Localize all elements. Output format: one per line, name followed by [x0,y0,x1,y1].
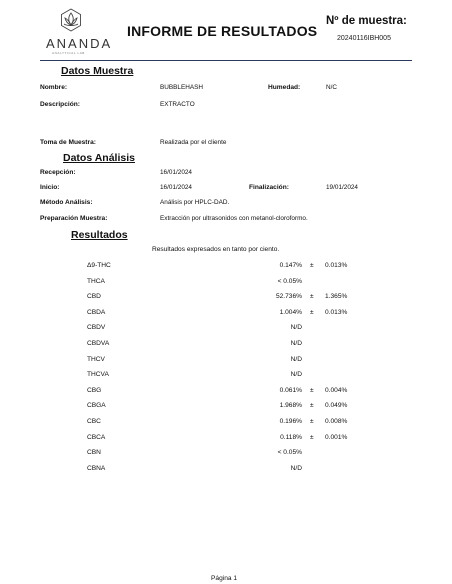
description-label: Descripción: [40,101,80,108]
end-value: 19/01/2024 [326,184,358,191]
plus-minus-sign: ± [310,418,314,425]
cannabinoid-name: THCV [87,355,105,363]
start-value: 16/01/2024 [160,184,192,191]
table-row [0,371,452,383]
plus-minus-sign: ± [310,433,314,441]
cannabinoid-uncertainty: 0.049% [325,402,348,410]
results-intro: Resultados expresados en tanto por ciento. [152,246,280,253]
cannabinoid-value: < 0.05% [277,277,302,285]
cannabinoid-value: 0.118% [280,433,302,441]
logo-tagline: ANALYTICAL LAB [52,51,85,55]
logo-name: ANANDA [46,36,113,51]
table-row [0,340,452,352]
sample-number: 20240116IBH005 [337,35,391,42]
table-row [0,293,452,305]
table-row [0,356,452,368]
sample-number-label: Nº de muestra: [326,15,407,27]
cannabinoid-name: CBDA [87,308,106,316]
table-row [0,402,452,414]
table-row [0,324,452,336]
cannabinoid-value: N/D [290,340,302,347]
cannabinoid-value: 0.147% [279,262,302,269]
table-row [0,309,452,321]
cannabinoid-name: CBG [87,386,102,394]
cannabinoid-name: THCA [87,277,105,285]
cannabinoid-uncertainty: 1.365% [325,293,348,301]
cannabinoid-uncertainty: 0.004% [325,386,348,394]
plus-minus-sign: ± [310,308,314,316]
start-label: Inicio: [40,184,60,191]
page-number: Página 1 [211,575,238,582]
sampling-label: Toma de Muestra: [40,139,96,146]
cannabinoid-value: N/D [290,464,302,472]
method-label: Método Análisis: [40,199,93,206]
prep-label: Preparación Muestra: [40,215,108,222]
sample-heading: Datos Muestra [61,65,134,77]
table-row [0,434,452,446]
end-label: Finalización: [249,184,289,191]
cannabinoid-value: 0.196% [279,418,302,425]
cannabinoid-value: < 0.05% [277,449,302,457]
cannabinoid-name: CBD [87,293,101,301]
cannabinoid-value: 0.061% [279,386,302,394]
results-heading: Resultados [71,229,128,241]
header-divider [40,60,412,61]
cannabinoid-uncertainty: 0.008% [325,418,348,425]
cannabinoid-name: CBCA [87,433,106,441]
table-row [0,278,452,290]
cannabinoid-value: 1.004% [279,308,302,316]
table-row [0,449,452,461]
plus-minus-sign: ± [310,293,314,301]
name-value: BUBBLEHASH [160,84,203,91]
cannabinoid-name: THCVA [87,371,109,379]
cannabinoid-uncertainty: 0.013% [325,308,348,316]
cannabinoid-value: 1.968% [279,402,302,410]
cannabinoid-name: CBNA [87,464,106,472]
cannabinoid-name: CBDVA [87,340,110,347]
cannabinoid-uncertainty: 0.001% [325,433,348,441]
name-label: Nombre: [40,84,68,91]
table-row [0,465,452,477]
cannabinoid-value: N/D [290,355,302,363]
cannabinoid-name: Δ9-THC [87,262,111,269]
humidity-value: N/C [326,84,338,91]
prep-value: Extracción por ultrasonidos con metanol-cloroformo. [160,215,308,222]
table-row [0,418,452,430]
description-value: EXTRACTO [160,101,195,108]
plus-minus-sign: ± [310,386,314,394]
table-row [0,262,452,274]
cannabinoid-uncertainty: 0.013% [325,262,348,269]
humidity-label: Humedad: [268,84,301,91]
cannabinoid-value: N/D [290,324,302,332]
report-title: INFORME DE RESULTADOS [127,23,318,39]
analysis-heading: Datos Análisis [63,152,135,164]
cannabinoid-value: 52.736% [275,293,302,301]
cannabinoid-name: CBGA [87,402,106,410]
cannabinoid-value: N/D [290,371,302,379]
reception-label: Recepción: [40,169,76,176]
reception-value: 16/01/2024 [160,169,192,176]
lotus-icon [59,8,83,32]
cannabinoid-name: CBC [87,418,101,425]
cannabinoid-name: CBDV [87,324,106,332]
plus-minus-sign: ± [310,402,314,410]
sampling-value: Realizada por el cliente [160,139,227,146]
cannabinoid-name: CBN [87,449,101,457]
method-value: Análisis por HPLC-DAD. [160,199,230,206]
table-row [0,387,452,399]
plus-minus-sign: ± [310,262,314,269]
